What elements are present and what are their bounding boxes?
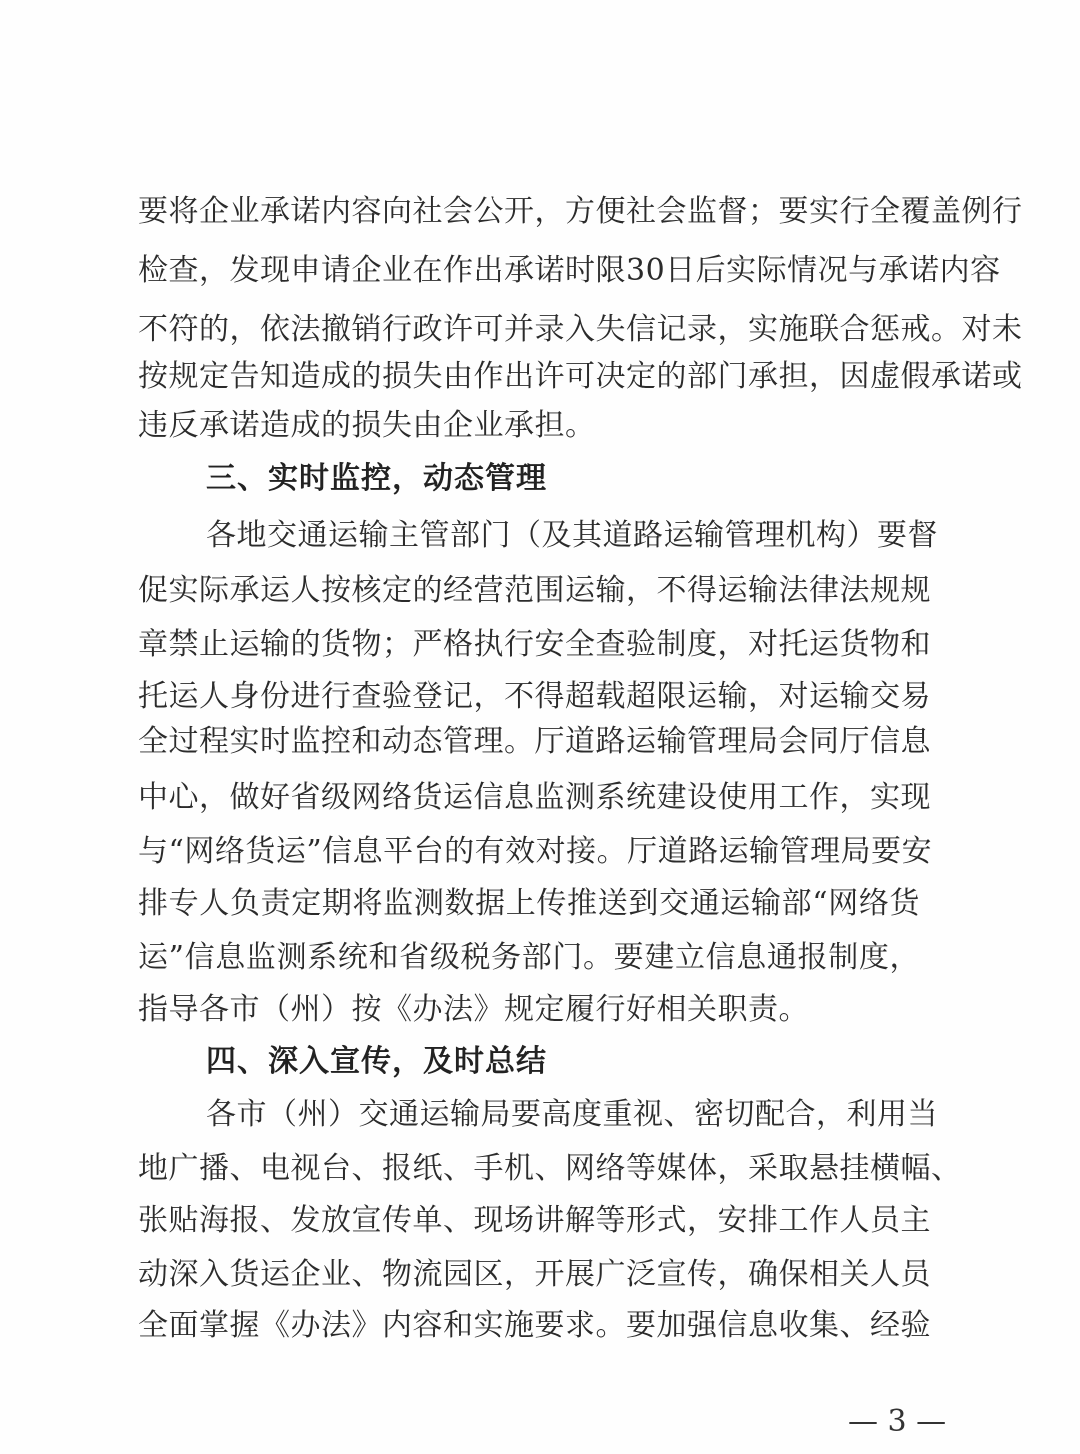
section-heading: 三、实时监控，动态管理 (206, 461, 547, 496)
body-text-line: 指导各市（州）按《办法》规定履行好相关职责。 (138, 992, 809, 1027)
body-text-line: 与“网络货运”信息平台的有效对接。厅道路运输管理局要安 (138, 834, 933, 869)
body-text-line: 要将企业承诺内容向社会公开，方便社会监督；要实行全覆盖例行 (138, 194, 1023, 229)
body-text-line: 中心，做好省级网络货运信息监测系统建设使用工作，实现 (138, 780, 931, 815)
body-text-line: 各市（州）交通运输局要高度重视、密切配合，利用当 (206, 1097, 938, 1132)
body-text-line: 地广播、电视台、报纸、手机、网络等媒体，采取悬挂横幅、 (138, 1151, 962, 1186)
body-text-line: 促实际承运人按核定的经营范围运输，不得运输法律法规规 (138, 573, 931, 608)
body-text-line: 动深入货运企业、物流园区，开展广泛宣传，确保相关人员 (138, 1257, 931, 1292)
body-text-line: 按规定告知造成的损失由作出许可决定的部门承担，因虚假承诺或 (138, 359, 1023, 394)
body-text-line: 运”信息监测系统和省级税务部门。要建立信息通报制度， (138, 940, 920, 975)
section-heading: 四、深入宣传，及时总结 (206, 1044, 547, 1079)
body-text-line: 全面掌握《办法》内容和实施要求。要加强信息收集、经验 (138, 1308, 931, 1343)
body-text-line: 托运人身份进行查验登记，不得超载超限运输，对运输交易 (138, 679, 931, 714)
body-text-line: 各地交通运输主管部门（及其道路运输管理机构）要督 (206, 518, 938, 553)
body-text-line: 排专人负责定期将监测数据上传推送到交通运输部“网络货 (138, 886, 920, 921)
body-text-line: 张贴海报、发放宣传单、现场讲解等形式，安排工作人员主 (138, 1203, 931, 1238)
body-text-line: 检查，发现申请企业在作出承诺时限30日后实际情况与承诺内容 (138, 253, 1001, 288)
body-text-line: 章禁止运输的货物；严格执行安全查验制度，对托运货物和 (138, 627, 931, 662)
page-number: — 3 — (848, 1404, 947, 1439)
body-text-line: 违反承诺造成的损失由企业承担。 (138, 408, 596, 443)
body-text-line: 全过程实时监控和动态管理。厅道路运输管理局会同厅信息 (138, 724, 931, 759)
body-text-line: 不符的，依法撤销行政许可并录入失信记录，实施联合惩戒。对未 (138, 312, 1023, 347)
